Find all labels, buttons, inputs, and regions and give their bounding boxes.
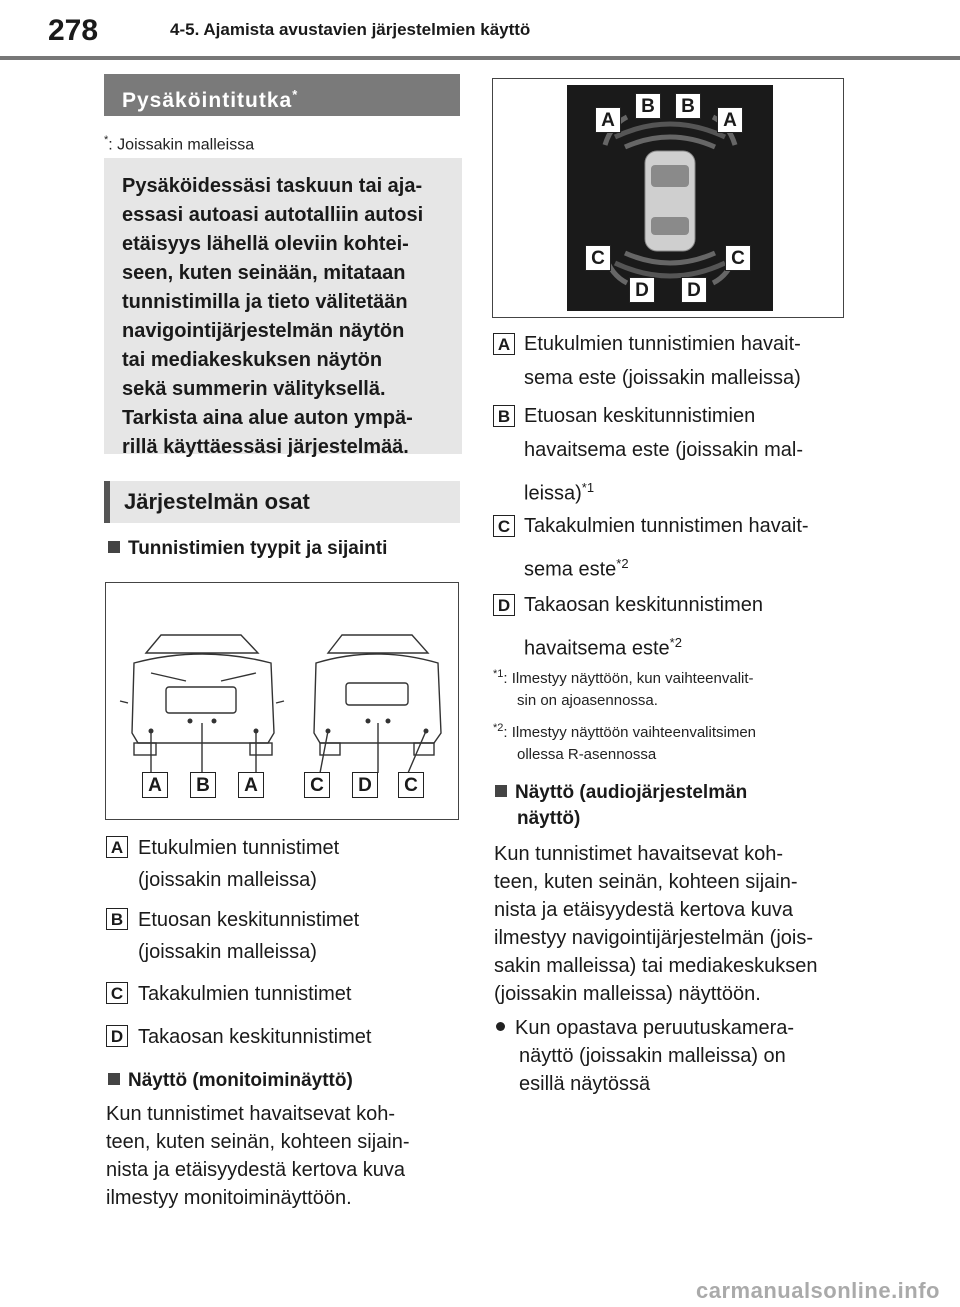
figure-label-c: C — [304, 772, 330, 798]
square-bullet-icon — [108, 1073, 120, 1085]
chapter-title: 4-5. Ajamista avustavien järjestelmien käyttö — [170, 20, 531, 39]
text-line: nista ja etäisyydestä kertova kuva — [106, 1159, 406, 1181]
text-line: Kun tunnistimet havaitsevat koh- — [106, 1103, 396, 1125]
section-title-text: Järjestelmän osat — [124, 489, 310, 514]
page-number: 278 — [48, 14, 99, 47]
obstacle-item-a — [524, 328, 801, 394]
footnote-ref: *2 — [669, 635, 682, 650]
heading-text: Tunnistimien tyypit ja sijainti — [128, 538, 388, 559]
item-line: (joissakin malleissa) — [138, 869, 317, 891]
obstacle-label-b: B — [493, 405, 515, 427]
item-line — [524, 472, 803, 510]
display-label-a: A — [717, 107, 743, 133]
display-label-b: B — [675, 93, 701, 119]
text-line: teen, kuten seinän, kohteen sijain- — [494, 871, 798, 893]
intro-line: essasi autoasi autotalliin autosi — [122, 204, 424, 226]
figure-label-b: B — [190, 772, 216, 798]
item-label-d: D — [106, 1025, 128, 1047]
figure-label-a: A — [238, 772, 264, 798]
footnote-2 — [493, 718, 756, 765]
footnote-mark: *2 — [493, 722, 504, 734]
footnote-text: : Joissakin malleissa — [108, 136, 255, 154]
item-line: Etukulmien tunnistimien havait- — [524, 333, 801, 355]
display-label-a: A — [595, 107, 621, 133]
header-rule — [0, 56, 960, 60]
intro-line: seen, kuten seinään, mitataan — [122, 262, 406, 284]
heading-text: Näyttö (audiojärjestelmän — [515, 782, 748, 803]
display-label-d: D — [629, 277, 655, 303]
figure-label-a: A — [142, 772, 168, 798]
text-line: Kun tunnistimet havaitsevat koh- — [494, 843, 784, 865]
intro-line: rillä käyttäessäsi järjestelmää. — [122, 436, 409, 458]
text-line: ilmestyy monitoiminäyttöön. — [106, 1187, 352, 1209]
text-line: teen, kuten seinän, kohteen sijain- — [106, 1131, 410, 1153]
item-line: Takakulmien tunnistimen havait- — [524, 515, 809, 537]
section-title-parking-radar — [104, 74, 460, 116]
item-line-text: havaitsema este — [524, 637, 670, 660]
footnote-text: sin on ajoasennossa. — [517, 692, 658, 709]
section-title-mark: * — [292, 87, 299, 102]
section-title-system-parts — [104, 481, 460, 523]
footnote-mark: * — [104, 134, 109, 146]
intro-line: etäisyys lähellä oleviin kohtei- — [122, 233, 409, 255]
text-line: näyttö (joissakin malleissa) on — [519, 1045, 786, 1067]
audio-bullet — [496, 1014, 856, 1098]
figure-label-d: D — [352, 772, 378, 798]
footnote-text: : Ilmestyy näyttöön vaihteenvalitsimen — [503, 724, 757, 741]
display-screen — [567, 85, 773, 311]
item-line: Takakulmien tunnistimet — [138, 983, 352, 1005]
round-bullet-icon — [496, 1022, 505, 1031]
obstacle-item-d — [524, 589, 763, 665]
audio-text — [494, 840, 854, 1008]
item-line: Etuosan keskitunnistimet — [138, 909, 360, 931]
section-title-text: Pysäköintitutka — [122, 89, 293, 112]
display-label-d: D — [681, 277, 707, 303]
intro-line: tai mediakeskuksen näytön — [122, 349, 383, 371]
display-label-c: C — [725, 245, 751, 271]
footnote-1 — [493, 664, 754, 711]
square-bullet-icon — [495, 785, 507, 797]
sensor-item-d — [138, 1021, 371, 1053]
intro-line: sekä summerin välityksellä. — [122, 378, 386, 400]
display-label-b: B — [635, 93, 661, 119]
text-line: esillä näytössä — [519, 1073, 651, 1095]
sensor-types-heading — [108, 536, 387, 562]
obstacle-item-c — [524, 510, 809, 586]
text-line: ilmestyy navigointijärjestelmän (jois- — [494, 927, 813, 949]
footnote-ref: *2 — [616, 556, 629, 571]
figure-label-c: C — [398, 772, 424, 798]
heading-text: Näyttö (monitoiminäyttö) — [128, 1070, 353, 1091]
monitor-heading — [108, 1068, 353, 1094]
item-line: (joissakin malleissa) — [138, 941, 317, 963]
footnote-text: ollessa R-asennossa — [517, 746, 657, 763]
obstacle-label-a: A — [493, 333, 515, 355]
text-line: Kun opastava peruutuskamera- — [515, 1017, 795, 1039]
footnote-text: : Ilmestyy näyttöön, kun vaihteenvalit- — [503, 670, 754, 687]
sensor-item-a — [138, 832, 339, 896]
heading-text: näyttö) — [517, 808, 581, 829]
obstacle-item-b — [524, 400, 803, 510]
intro-line: Pysäköidessäsi taskuun tai aja- — [122, 175, 423, 197]
text-line: sakin malleissa) tai mediakeskuksen — [494, 955, 818, 977]
item-line: havaitsema este (joissakin mal- — [524, 439, 803, 461]
item-line: Etuosan keskitunnistimien — [524, 405, 756, 427]
display-figure — [492, 78, 844, 318]
intro-box — [104, 158, 462, 458]
footnote-mark: *1 — [493, 668, 504, 680]
intro-line: tunnistimilla ja tieto välitetään — [122, 291, 408, 313]
sensor-item-b — [138, 904, 359, 968]
item-label-b: B — [106, 908, 128, 930]
item-line: Etukulmien tunnistimet — [138, 837, 340, 859]
sensor-location-figure — [105, 582, 459, 820]
item-line: sema este (joissakin malleissa) — [524, 367, 801, 389]
sensor-item-c — [138, 978, 351, 1010]
item-line: Takaosan keskitunnistimet — [138, 1026, 372, 1048]
item-label-a: A — [106, 836, 128, 858]
watermark: carmanualsonline.info — [696, 1278, 940, 1303]
intro-line: Tarkista aina alue auton ympä- — [122, 407, 413, 429]
text-line: (joissakin malleissa) näyttöön. — [494, 983, 761, 1005]
item-line — [524, 548, 809, 586]
section-footnote — [104, 134, 254, 154]
audio-heading — [495, 780, 747, 832]
text-line: nista ja etäisyydestä kertova kuva — [494, 899, 794, 921]
obstacle-label-c: C — [493, 515, 515, 537]
monitor-text — [106, 1100, 466, 1212]
intro-line: navigointijärjestelmän näytön — [122, 320, 405, 342]
item-line-text: leissa) — [524, 482, 582, 505]
item-line: Takaosan keskitunnistimen — [524, 594, 764, 616]
item-line — [524, 627, 763, 665]
obstacle-label-d: D — [493, 594, 515, 616]
footnote-ref: *1 — [581, 480, 595, 495]
item-line-text: sema este — [524, 558, 617, 581]
item-label-c: C — [106, 982, 128, 1004]
display-label-c: C — [585, 245, 611, 271]
square-bullet-icon — [108, 541, 120, 553]
